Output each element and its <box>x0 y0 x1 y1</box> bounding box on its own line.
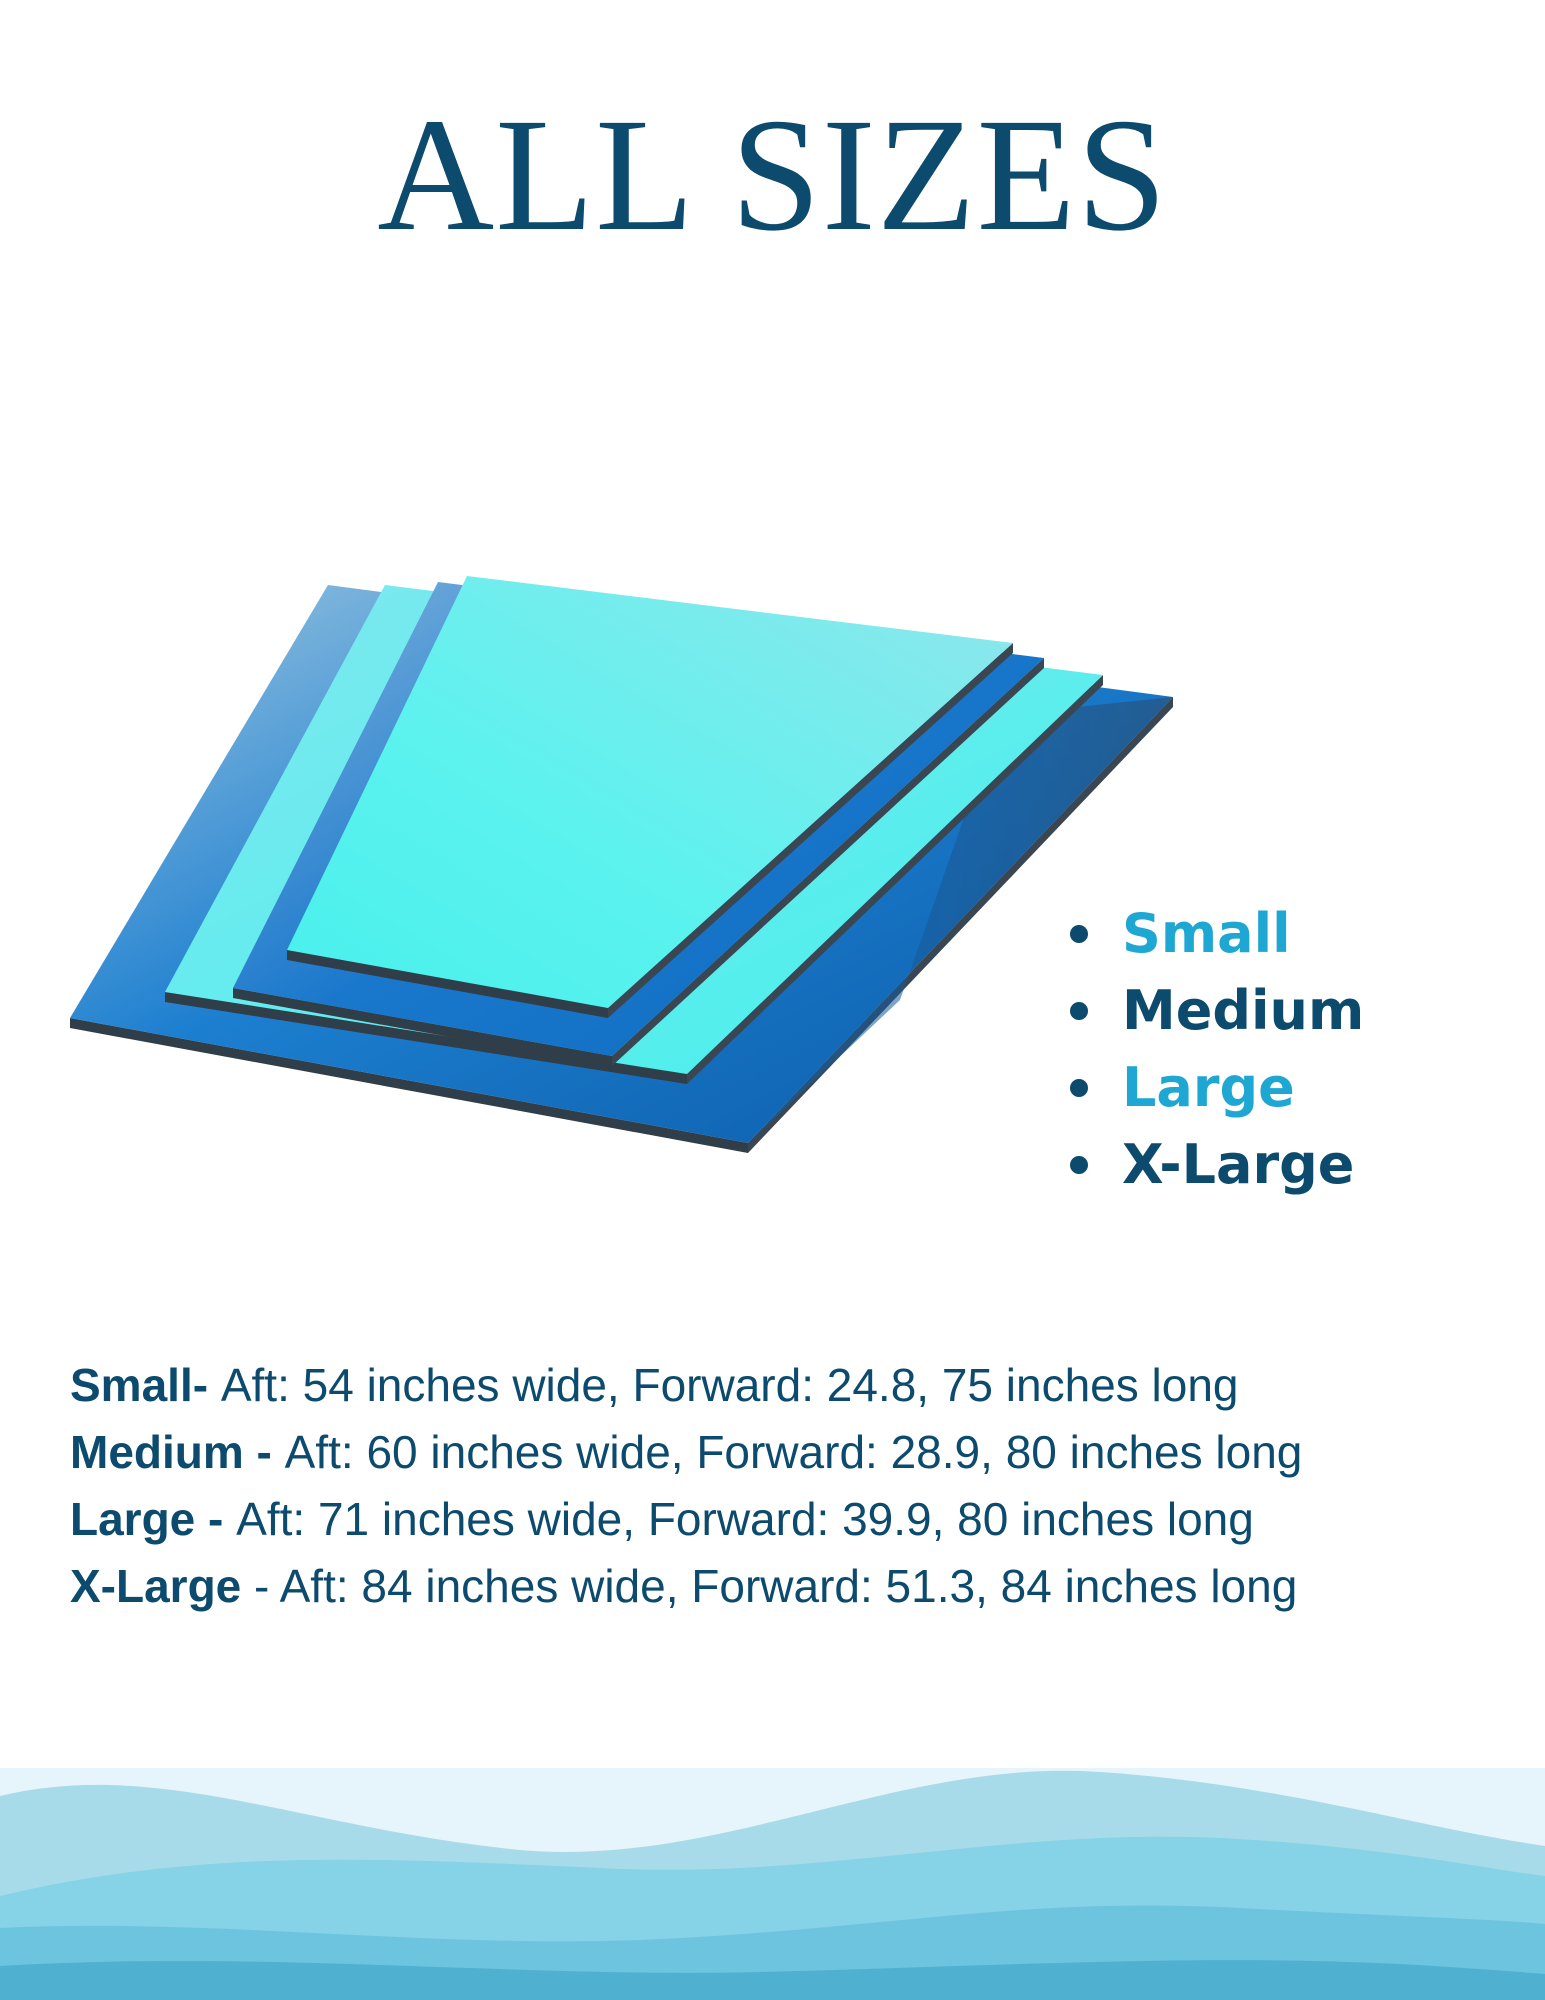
size-legend <box>1070 895 1364 1203</box>
bullet-icon <box>1070 1002 1088 1020</box>
spec-label: Medium - <box>70 1426 285 1478</box>
spec-label: X-Large <box>70 1560 242 1612</box>
legend-item-large <box>1070 1049 1364 1126</box>
spec-text: - Aft: 84 inches wide, Forward: 51.3, 84 inches long <box>241 1560 1298 1612</box>
bullet-icon <box>1070 1156 1088 1174</box>
legend-item-x-large <box>1070 1126 1364 1203</box>
spec-text: Aft: 60 inches wide, Forward: 28.9, 80 inches long <box>284 1426 1303 1478</box>
spec-row-small <box>70 1352 1302 1419</box>
ocean-waves-decoration <box>0 1768 1545 2000</box>
spec-row-large <box>70 1486 1302 1553</box>
spec-row-medium <box>70 1419 1302 1486</box>
spec-text: Aft: 71 inches wide, Forward: 39.9, 80 inches long <box>236 1493 1254 1545</box>
spec-text: Aft: 54 inches wide, Forward: 24.8, 75 inches long <box>220 1359 1239 1411</box>
legend-item-medium <box>1070 972 1364 1049</box>
legend-label: Medium <box>1122 979 1365 1042</box>
spec-label: Large - <box>70 1493 237 1545</box>
legend-label: Large <box>1122 1056 1295 1119</box>
spec-label: Small- <box>70 1359 221 1411</box>
legend-label: Small <box>1122 902 1291 965</box>
legend-label: X-Large <box>1122 1133 1355 1196</box>
bullet-icon <box>1070 1079 1088 1097</box>
spec-row-x-large <box>70 1553 1302 1620</box>
size-specifications <box>70 1352 1302 1620</box>
legend-item-small <box>1070 895 1364 972</box>
page-title: ALL SIZES <box>377 86 1168 265</box>
bullet-icon <box>1070 925 1088 943</box>
